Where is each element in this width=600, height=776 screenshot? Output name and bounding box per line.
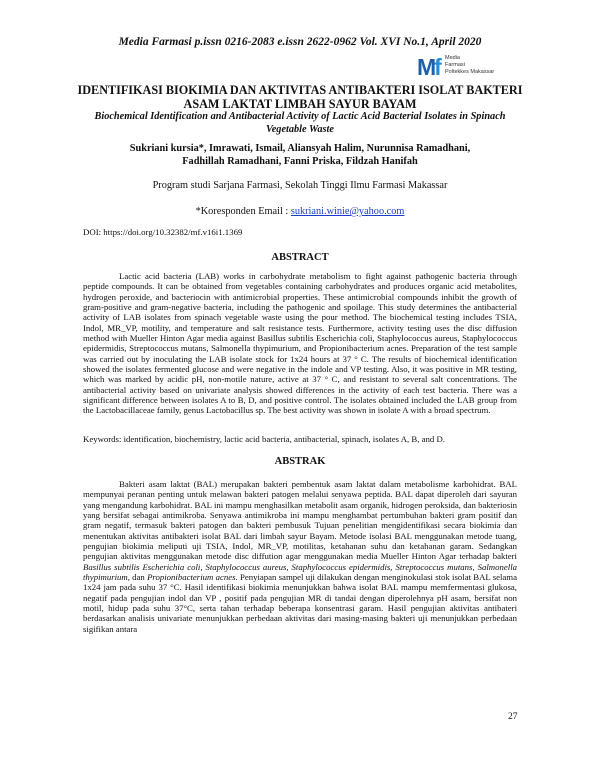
page-number: 27 <box>508 712 518 722</box>
author-list: Sukriani kursia*, Imrawati, Ismail, Aliansyah Halim, Nurunnisa Ramadhani, Fadhillah Ramadhani, Fanni Priska, Fildzah Hanifah <box>129 143 471 167</box>
abstrak-heading: ABSTRAK <box>274 456 326 467</box>
abstrak-text: Bakteri asam laktat (BAL) merupakan bakteri pembentuk asam laktat dalam metabolisme karbohidrat. BAL mempunyai peranan penting untuk melawan bakteri patogen melalui senyawa peptida. BAL dapat diperoleh dari sayuran yang mengandung karbohidrat. BAL ini mampu menghasilkan metabolit asam organik, hidrogen peroksida, dan bakteriosin yang bersifat sebagai antimikroba. Senyawa antimikroba ini mampu menghambat pertumbuhan bakteri gram positif dan gram negatif, termasuk bakteri patogen dan bakteri pembusuk Tujuan penelitian mengidentifikasi secara biokimia dan menentukan aktivitas antibakteri isolat BAL dari limbah sayur Bayam. Metode isolasi BAL menggunakan metode tuang, pengujian biokimia meliputi uji TSIA, Indol, MR_VP, motilitas, ketahanan suhu dan ketahanan garam. Sedangkan pengujian aktivitas menggunakan metode disc diffution agar menggunakan media Mueller Hinton Agar terhadap bakteri Basillus subtilis Escherichia coli, Staphylococcus aureus, Staphylococcus epidermidis, Streptococcus mutans, Salmonella thypimurium, dan Propionibacterium acnes. Penyiapan sampel uji dilakukan dengan menginokulasi stok isolat BAL selama 1x24 jam pada suhu 37 °C. Hasil identifikasi biokimia menunjukkan bahwa isolat BAL mampu memfermentasi glukosa, negatif pada pengujian indol dan VP , positif pada pengujian MR di tandai dengan diperolehnya pH asam, bersifat non motil, hidup pada suhu 37°C, serta tahan terhadap beberapa konsentrasi garam. Hasil pengujian aktivitas antibateri berdasarkan analisis univariate menunjukkan perbedaan aktivitas dari masing-masing bakteri uji menunjukkan perbedaan sigifikan antara <box>83 479 517 634</box>
doi-link[interactable]: DOI: https://doi.org/10.32382/mf.v16i1.1369 <box>83 227 243 237</box>
species-name: Propionibacterium acnes <box>147 572 236 583</box>
keywords: Keywords: identification, biochemistry, lactic acid bacteria, antibacterial, spinach, isolates A, B, and D. <box>83 434 445 444</box>
species-list: Basillus subtilis Escherichia coli, Staphylococcus aureus, Staphylococcus epidermidis, Streptococcus mutans, Salmonella thypimurium, <box>83 561 517 583</box>
email-link[interactable]: sukriani.winie@yahoo.com <box>290 206 405 217</box>
correspondence <box>0 206 600 217</box>
abstract-body <box>83 271 517 416</box>
journal-header: Media Farmasi p.issn 0216-2083 e.issn 2622-0962 Vol. XVI No.1, April 2020 <box>118 36 482 48</box>
correspondence-label: *Koresponden Email : <box>195 206 291 217</box>
article-subtitle: Biochemical Identification and Antibacterial Activity of Lactic Acid Bacterial Isolates in Spinach Vegetable Waste <box>94 111 506 135</box>
article-title: IDENTIFIKASI BIOKIMIA DAN AKTIVITAS ANTIBAKTERI ISOLAT BAKTERI ASAM LAKTAT LIMBAH SAYUR BAYAM <box>77 83 523 111</box>
abstract-heading: ABSTRACT <box>271 252 329 263</box>
logo-mark: Mf <box>417 54 440 80</box>
abstract-text: Lactic acid bacteria (LAB) works in carbohydrate metabolism to fight against pathogenic bacteria through peptide compounds. It can be obtained from vegetables containing carbohydrates and produces organic acid metabolites, hydrogen peroxide, and bacteriocin with antimicrobial properties. These antimicrobial compounds inhibit the growth of gram-positive and gram-negative bacteria, including the pathogenic and spoilage. This study determines the antibacterial activity of LAB isolates from spinach vegetable waste using the pour method. The biochemical testing includes TSIA, Indol, MR_VP, motility, and temperature and salt resistance tests. Furthermore, activity testing uses the disc diffusion method with Mueller Hinton Agar media against Basillus subtilis Escherichia coli, Staphylococcus aureus, Staphylococcus epidermidis, Streptococcus mutans, Salmonella thypimurium, and Propionibacterium acnes. Preparation of the test sample was carried out by inoculating the LAB isolate stock for 1x24 hours at 37 ° C. The results of biochemical identification showed the isolates fermented glucose and were negative in the indole and VP testing. Also, it was positive in MR testing, which was marked by acidic pH, non-motile nature, active at 37 ° C, and resistant to several salt concentrations. The antibacterial activity based on univariate analysis showed differences in the activity of each test bacteria. There was a significant difference between isolates A to B, D, and positive control. The isolates obtained included the LAB group from the Lactobacillaceae family, genus Lactobacillus sp. The best activity was shown in isolate A with a broad spectrum. <box>83 271 517 416</box>
affiliation: Program studi Sarjana Farmasi, Sekolah Tinggi Ilmu Farmasi Makassar <box>152 180 448 191</box>
abstrak-body <box>83 479 517 634</box>
journal-logo <box>417 54 509 80</box>
logo-text: Media Farmasi Poltekkes Makassar <box>445 55 495 75</box>
